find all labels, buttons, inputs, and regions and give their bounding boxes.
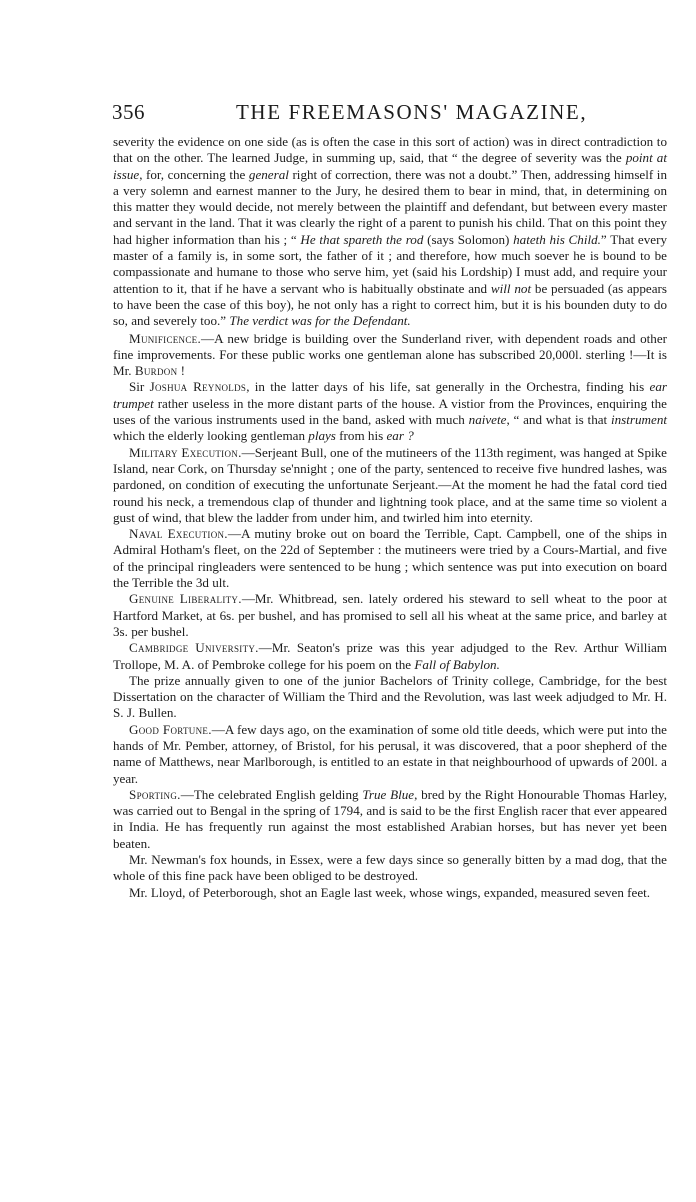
article-body xyxy=(113,134,667,901)
text-run: —Mr. Seaton's prize was this year adjudged to the Rev. Arthur William Trollope, M. A. of Pembroke college for his poem on the xyxy=(113,640,667,672)
person-name: Joshua Reynolds xyxy=(149,379,247,395)
italic-text: The verdict was for the Defendant. xyxy=(229,313,411,329)
paragraph-munificence xyxy=(113,331,667,380)
text-run: severity the evidence on one side (as is often the case in this sort of action) was in direct contradiction to that on the other. The learned Judge, in summing up, said, that “ the degree of severity was the xyxy=(113,134,667,166)
text-run: ! xyxy=(177,363,186,379)
page-number: 356 xyxy=(112,100,145,124)
paragraph-good-fortune xyxy=(113,722,667,787)
section-heading: Naval Execution. xyxy=(129,526,228,542)
text-run: —Serjeant Bull, one of the mutineers of the 113th regiment, was hanged at Spike Island, near Cork, on Thursday se'nnight ; one of the party, sentenced to receive five hundred lashes, was pardoned, on condition of executing the unfortunate Serjeant.—At the moment he had the fatal cord tied round his neck, a tremendous clap of thunder and lightning took place, and at the same time so violent a gust of wind, that blew the ladder from under him, and twirled him into eternity. xyxy=(113,444,667,525)
text-run: Mr. Lloyd, of Peterborough, shot an Eagle last week, whose wings, expanded, measured seven feet. xyxy=(129,884,651,900)
text-run: —Mr. Whitbread, sen. lately ordered his steward to sell wheat to the poor at Hartford Market, at 6s. per bushel, and has promised to sell all his wheat at the same price, and barley at 3s. per bushel. xyxy=(113,591,667,639)
section-heading: Genuine Liberality. xyxy=(129,591,242,607)
text-run: ” That every master of a family is, in some sort, the father of it ; and therefore, how much soever he is bound to be compassionate and humane to those who serve him, yet (said his Lordship) I must add, and require your attention to it, that if he have a servant who is habitually obstinate and xyxy=(113,231,667,296)
italic-text: hateth his Child. xyxy=(513,231,601,247)
text-run: —The celebrated English gelding xyxy=(180,786,363,802)
paragraph-cambridge-university xyxy=(113,640,667,673)
person-name: Burdon xyxy=(134,363,178,379)
text-run: The prize annually given to one of the junior Bachelors of Trinity college, Cambridge, for the best Dissertation on the character of William the Third and the Revolution, was last week adjudged to Mr. H. S. J. Bullen. xyxy=(113,672,667,721)
paragraph-military-execution xyxy=(113,445,667,526)
paragraph-reynolds xyxy=(113,379,667,444)
text-run: , in the latter days of his life, sat generally in the Orchestra, finding his xyxy=(246,379,650,395)
text-run: from his xyxy=(335,428,387,444)
text-run: which the elderly looking gentleman xyxy=(113,428,309,444)
paragraph-trial-verdict xyxy=(113,134,667,330)
text-run: be persuaded (as appears to have been the case of this boy), he not only has a right to correct him, but it is his bounden duty to do so, and severely too.” xyxy=(113,280,667,329)
italic-text: plays xyxy=(308,428,336,444)
paragraph-fox-hounds xyxy=(113,852,667,885)
text-run: , bred by the Right Honourable Thomas Harley, was carried out to Bengal in the spring of 1794, and is said to be the first English racer that ever appeared in India. He has frequently run against the most established Arabian horses, but has never yet been beaten. xyxy=(113,786,667,851)
italic-text: He that spareth the rod xyxy=(300,231,424,247)
text-run: (says Solomon) xyxy=(423,231,514,247)
italic-text: ear trumpet xyxy=(113,379,667,411)
section-heading: Munificence. xyxy=(129,330,202,346)
paragraph-genuine-liberality xyxy=(113,591,667,640)
section-heading: Cambridge University. xyxy=(129,640,259,656)
text-run: Mr. Newman's fox hounds, in Essex, were a few days since so generally bitten by a mad dog, that the whole of this fine pack have been obliged to be destroyed. xyxy=(113,852,667,884)
text-run: Sir xyxy=(129,379,150,395)
text-run: , for, concerning the xyxy=(139,166,249,182)
italic-text: point at issue xyxy=(113,150,667,182)
text-run: —A new bridge is building over the Sunderland river, with dependent roads and other fine improvements. For these public works one gentleman alone has subscribed 20,000l. sterling !—It is Mr. xyxy=(113,330,667,379)
text-run: , “ and what is that xyxy=(506,412,611,428)
section-heading: Good Fortune. xyxy=(129,721,212,737)
paragraph-sporting xyxy=(113,787,667,852)
italic-text: instrument xyxy=(610,412,667,428)
text-run: right of correction, there was not a doubt.” Then, addressing himself in a very solemn and earnest manner to the Jury, he desired them to bear in mind, that, in determining on this matter they would decide, not merely between the plaintiff and defendant, but between every master and servant in the land. That it was clearly the right of a parent to punish his child. That on this point they had higher information than his ; “ xyxy=(113,166,667,247)
italic-text: ear ? xyxy=(386,428,414,444)
page-header xyxy=(112,100,678,130)
section-heading: Military Execution. xyxy=(129,444,242,460)
paragraph-eagle xyxy=(113,885,667,901)
paragraph-trinity-prize xyxy=(113,673,667,722)
running-title: THE FREEMASONS' MAGAZINE, xyxy=(236,100,588,124)
paragraph-naval-execution xyxy=(113,526,667,591)
italic-text: True Blue xyxy=(362,786,415,802)
italic-text: will not xyxy=(490,280,532,296)
text-run: —A few days ago, on the examination of some old title deeds, which were put into the hands of Mr. Pember, attorney, of Bristol, for his perusal, it was discovered, that a poor shepherd of the name of Matthews, near Marlborough, is entitled to an estate in that neighbourhood of upwards of 200l. a year. xyxy=(113,721,667,786)
text-run: rather useless in the more distant parts of the house. A vistior from the Provinces, enquiring the uses of the various instruments used in the band, asked with much xyxy=(113,395,667,428)
section-heading: Sporting. xyxy=(129,786,181,802)
italic-text: naivete xyxy=(468,412,507,428)
italic-text: general xyxy=(248,166,289,182)
text-run: —A mutiny broke out on board the Terrible, Capt. Campbell, one of the ships in Admiral Hotham's fleet, on the 22d of September : the mutineers were tried by a Cours-Martial, and five of the principal ringleaders were sentenced to be hung ; which sentence was put into execution on board the Terrible the 3d ult. xyxy=(113,526,667,591)
italic-text: Fall of Babylon. xyxy=(414,656,500,672)
